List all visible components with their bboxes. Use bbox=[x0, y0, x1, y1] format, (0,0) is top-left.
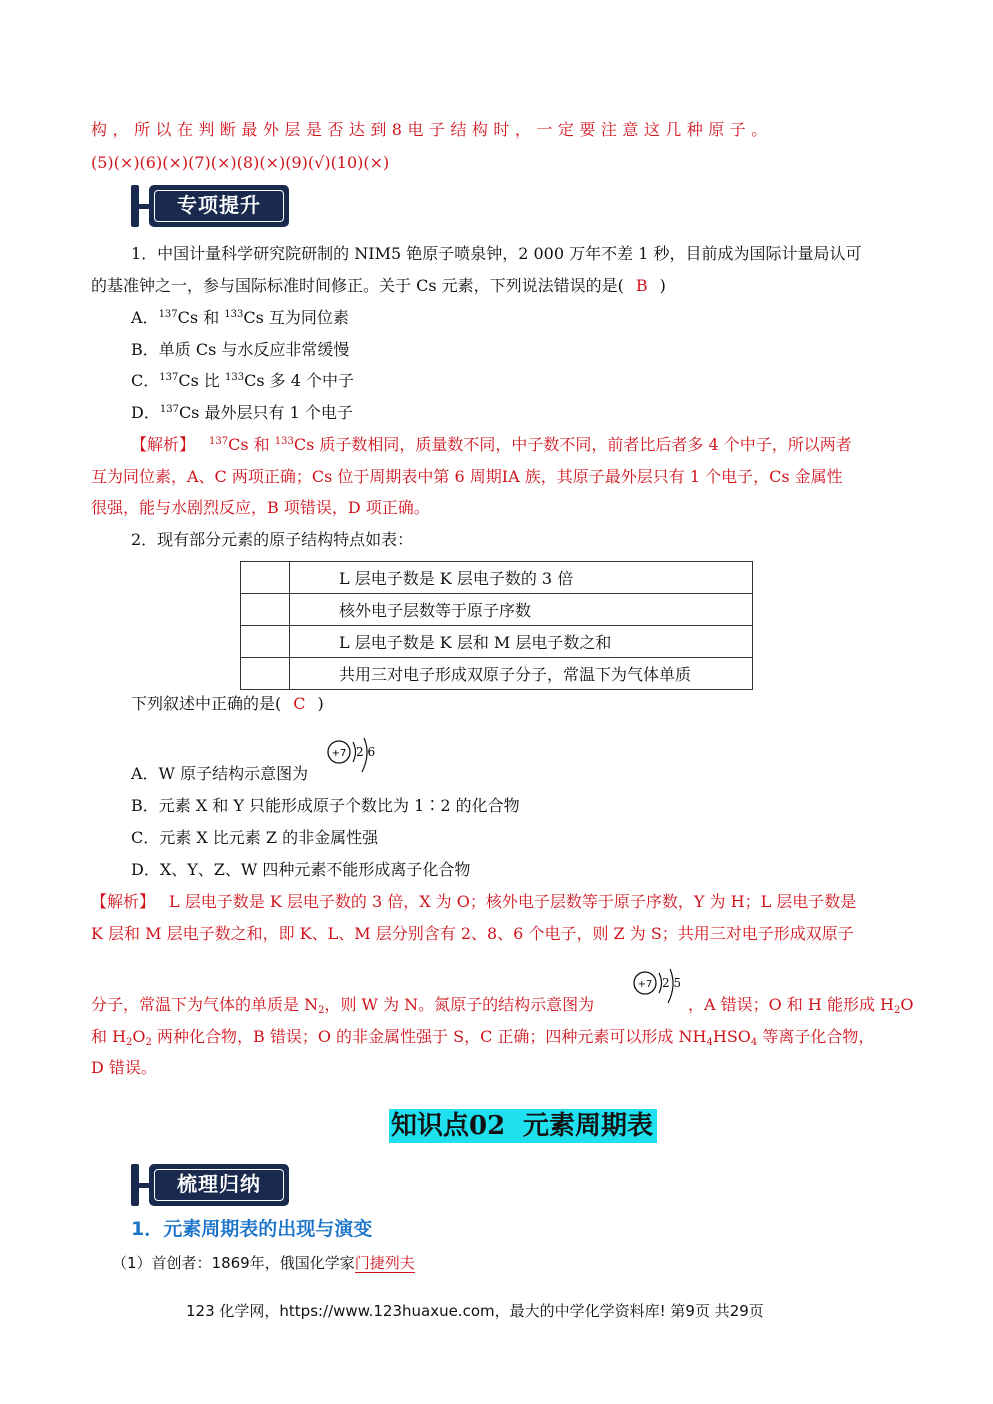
q1-stem-line1: 1．中国计量科学研究院研制的 NIM5 铯原子喷泉钟，2 000 万年不差 1 秒，目前成为国际计量局认可 bbox=[131, 244, 862, 263]
q1-answer: B bbox=[635, 276, 648, 295]
q1-analysis-line2: 互为同位素，A、C 两项正确；Cs 位于周期表中第 6 周期ⅠA 族，其原子最外层只有 1 个电子，Cs 金属性 bbox=[91, 467, 843, 486]
table-row: L 层电子数是 K 层电子数的 3 倍 bbox=[241, 562, 753, 594]
subsection-title: 1．元素周期表的出现与演变 bbox=[131, 1218, 373, 1240]
section-badge-zhuanxiang bbox=[131, 185, 287, 227]
q1-option-c: C．$^{137}$Cs 比 $^{133}$Cs 多 4 个中子 bbox=[131, 371, 354, 390]
table-row: 核外电子层数等于原子序数 bbox=[241, 594, 753, 626]
fill-answer: 门捷列夫 bbox=[354, 1254, 415, 1272]
q2-analysis-line2: K 层和 M 层电子数之和，即 K、L、M 层分别含有 2、8、6 个电子，则 Z 为 S；共用三对电子形成双原子 bbox=[91, 924, 854, 943]
section-number: 知识点02 bbox=[391, 1111, 506, 1141]
atom-structure-diagram-icon bbox=[326, 732, 376, 780]
section-badge-shuli bbox=[131, 1164, 287, 1206]
table-row: 共用三对电子形成双原子分子，常温下为气体单质 bbox=[241, 658, 753, 690]
q1-option-a: A．$^{137}$Cs 和 $^{133}$Cs 互为同位素 bbox=[131, 308, 349, 327]
analysis-tag: 【解析】 bbox=[91, 892, 156, 911]
subsection-item: （1）首创者：1869年，俄国化学家门捷列夫 bbox=[112, 1254, 415, 1272]
element-feature-table bbox=[240, 561, 753, 690]
prev-explanation-tail: 构 ， 所 以 在 判 断 最 外 层 是 否 达 到 8 电 子 结 构 时 ， 一 定 要 注 意 这 几 种 原 子 。 bbox=[91, 120, 768, 139]
nitrogen-atom-diagram-icon bbox=[631, 962, 683, 1010]
table-row: L 层电子数是 K 层和 M 层电子数之和 bbox=[241, 626, 753, 658]
q2-answer: C bbox=[293, 694, 306, 713]
q2-option-b: B．元素 X 和 Y 只能形成原子个数比为 1∶2 的化合物 bbox=[131, 796, 520, 815]
svg-text:+7: +7 bbox=[637, 979, 653, 990]
q2-stem: 2．现有部分元素的原子结构特点如表： bbox=[131, 530, 414, 549]
q2-analysis-line3-tail: ，A 错误；O 和 H 能形成 $H_2O$ bbox=[688, 995, 914, 1016]
q2-analysis-line5: D 错误。 bbox=[91, 1058, 157, 1077]
q1-option-b: B．单质 Cs 与水反应非常缓慢 bbox=[131, 340, 350, 359]
q2-option-c: C．元素 X 比元素 Z 的非金属性强 bbox=[131, 828, 379, 847]
svg-text:2 6: 2 6 bbox=[356, 745, 376, 759]
q1-stem-line2: 的基准钟之一，参与国际标准时间修正。关于 Cs 元素，下列说法错误的是( B ) bbox=[91, 276, 666, 295]
q2-analysis-line3: 分子，常温下为气体的单质是 $N_2$，则 W 为 N。氮原子的结构示意图为 bbox=[91, 995, 595, 1016]
section-heading bbox=[389, 1109, 657, 1143]
svg-text:+7: +7 bbox=[331, 748, 347, 759]
badge-label: 专项提升 bbox=[154, 190, 284, 222]
section-title: 元素周期表 bbox=[523, 1111, 654, 1141]
q2-ask: 下列叙述中正确的是( C ) bbox=[131, 694, 324, 713]
q2-analysis-line4: 和 $H_2O_2$ 两种化合物，B 错误；O 的非金属性强于 S，C 正确；四种元素可以形成 $NH_4HSO_4$ 等离子化合物， bbox=[91, 1027, 875, 1048]
svg-text:2 5: 2 5 bbox=[662, 976, 682, 990]
badge-label: 梳理归纳 bbox=[154, 1169, 284, 1201]
q1-analysis-line1: 【解析】 $^{137}$Cs 和 $^{133}$Cs 质子数相同，质量数不同，中子数不同，前者比后者多 4 个中子，所以两者 bbox=[131, 435, 852, 454]
q1-option-d: D．$^{137}$Cs 最外层只有 1 个电子 bbox=[131, 403, 353, 422]
q2-option-a: A．W 原子结构示意图为 bbox=[131, 764, 309, 783]
q1-analysis-line3: 很强，能与水剧烈反应，B 项错误，D 项正确。 bbox=[91, 498, 430, 517]
q2-option-d: D．X、Y、Z、W 四种元素不能形成离子化合物 bbox=[131, 860, 471, 879]
analysis-tag: 【解析】 bbox=[131, 435, 196, 454]
page-footer: 123 化学网，https://www.123huaxue.com，最大的中学化学资料库! 第9页 共29页 bbox=[186, 1302, 764, 1320]
q2-analysis-line1: 【解析】 L 层电子数是 K 层电子数的 3 倍，X 为 O；核外电子层数等于原子序数，Y 为 H；L 层电子数是 bbox=[91, 892, 857, 911]
prev-answers: (5)(×)(6)(×)(7)(×)(8)(×)(9)(√)(10)(×) bbox=[91, 153, 390, 172]
